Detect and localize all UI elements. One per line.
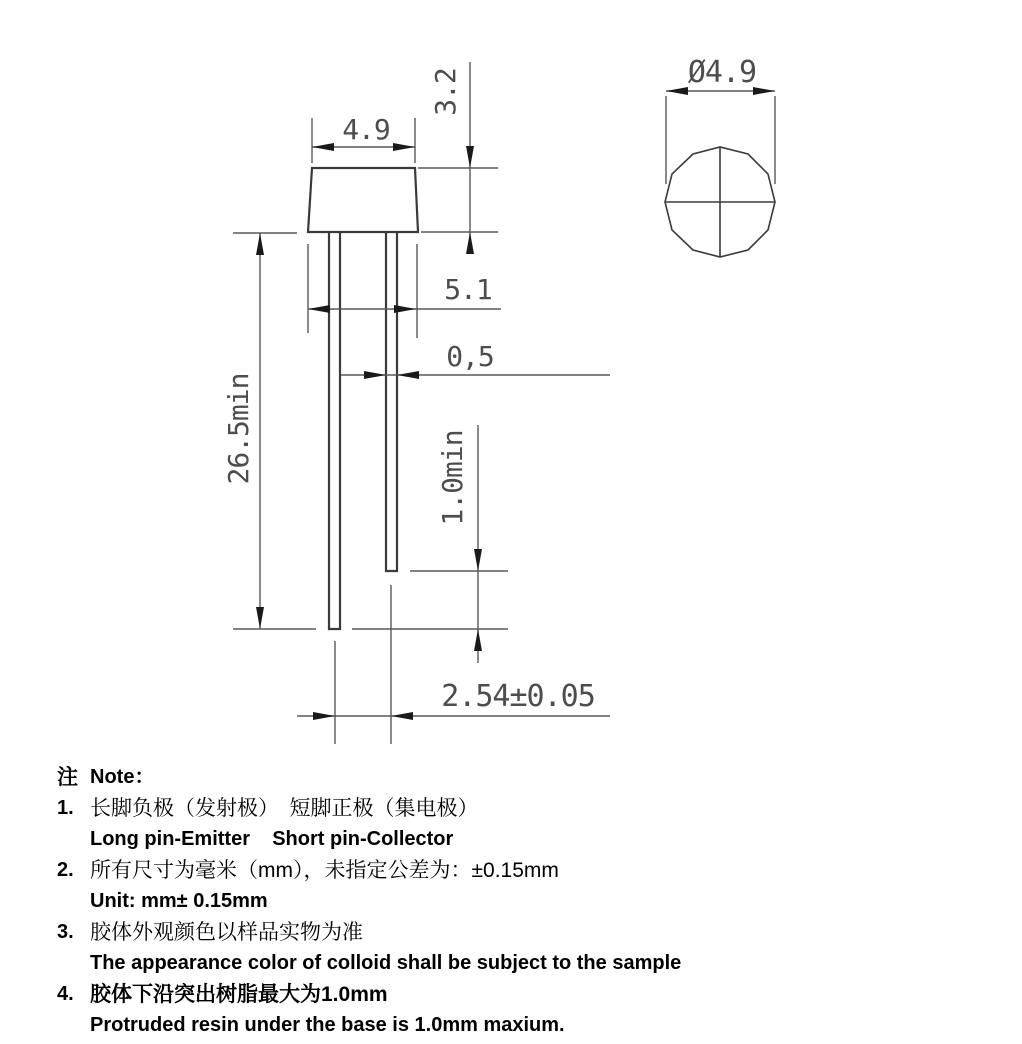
dim-top-width [312, 113, 415, 163]
dim-bottom-width-label: 5.1 [444, 273, 492, 306]
arrowhead [466, 232, 474, 254]
note-item-number: 3. [57, 921, 74, 943]
arrowhead [364, 371, 386, 379]
dim-body-height [418, 62, 498, 254]
note-item-number: 1. [57, 797, 74, 819]
arrowhead [313, 712, 335, 720]
dim-diameter-label: Ø4.9 [687, 55, 757, 90]
note-item-number: 4. [57, 983, 74, 1005]
note-item-4-zh-line [0, 979, 1022, 1010]
notes-header-en: Note： [90, 766, 155, 788]
arrowhead [466, 146, 474, 168]
long-lead [329, 232, 340, 629]
front-view-body [308, 168, 418, 629]
note-item-number: 2. [57, 859, 74, 881]
arrowhead [256, 607, 264, 629]
dim-lead-length-difference-label: 1.0min [436, 430, 469, 526]
notes-header-zh: 注 [57, 766, 78, 789]
arrowhead [256, 233, 264, 255]
top-view-body [665, 147, 775, 257]
note-item-1-en-line [0, 824, 1022, 855]
arrowhead [391, 712, 413, 720]
note-item-2-zh-line [0, 855, 1022, 886]
note-item-zh-text: 胶体下沿突出树脂最大为1.0mm [90, 983, 388, 1006]
dim-bottom-width [308, 244, 501, 338]
arrowhead [397, 371, 419, 379]
arrowhead [753, 87, 775, 95]
note-item-1-zh-line [0, 793, 1022, 824]
note-item-en-text: Long pin-Emitter Short pin-Collector [90, 828, 454, 850]
dim-lead-pitch [297, 585, 610, 744]
arrowhead [474, 549, 482, 571]
arrowhead [312, 143, 334, 151]
note-item-zh-text: 胶体外观颜色以样品实物为准 [90, 921, 363, 944]
arrowhead [666, 87, 688, 95]
note-item-en-text: Protruded resin under the base is 1.0mm maxium. [90, 1014, 565, 1036]
note-item-2-en-line [0, 886, 1022, 917]
note-item-3-zh-line [0, 917, 1022, 948]
dim-lead-length-difference [352, 425, 508, 663]
arrowhead [474, 629, 482, 651]
dim-long-lead-length-label: 26.5min [222, 373, 255, 485]
notes-header [0, 762, 1022, 793]
dim-long-lead-length [222, 233, 316, 629]
dim-lead-pitch-label: 2.54±0.05 [441, 679, 595, 714]
dim-lead-thickness [341, 340, 610, 379]
arrowhead [308, 305, 330, 313]
dim-lead-thickness-label: 0,5 [446, 340, 494, 373]
arrowhead [393, 143, 415, 151]
notes-section [0, 762, 1022, 1041]
dim-top-width-label: 4.9 [342, 113, 390, 146]
dim-body-height-label: 3.2 [429, 68, 462, 116]
arrowhead [394, 305, 416, 313]
note-item-3-en-line [0, 948, 1022, 979]
note-item-zh-text: 所有尺寸为毫米（mm），未指定公差为：±0.15mm [90, 859, 559, 882]
short-lead [386, 232, 397, 571]
note-item-zh-text: 长脚负极（发射极） 短脚正极（集电极） [90, 797, 479, 820]
note-item-en-text: The appearance color of colloid shall be subject to the sample [90, 952, 682, 974]
note-item-en-text: Unit: mm± 0.15mm [90, 890, 268, 912]
note-item-4-en-line [0, 1010, 1022, 1041]
